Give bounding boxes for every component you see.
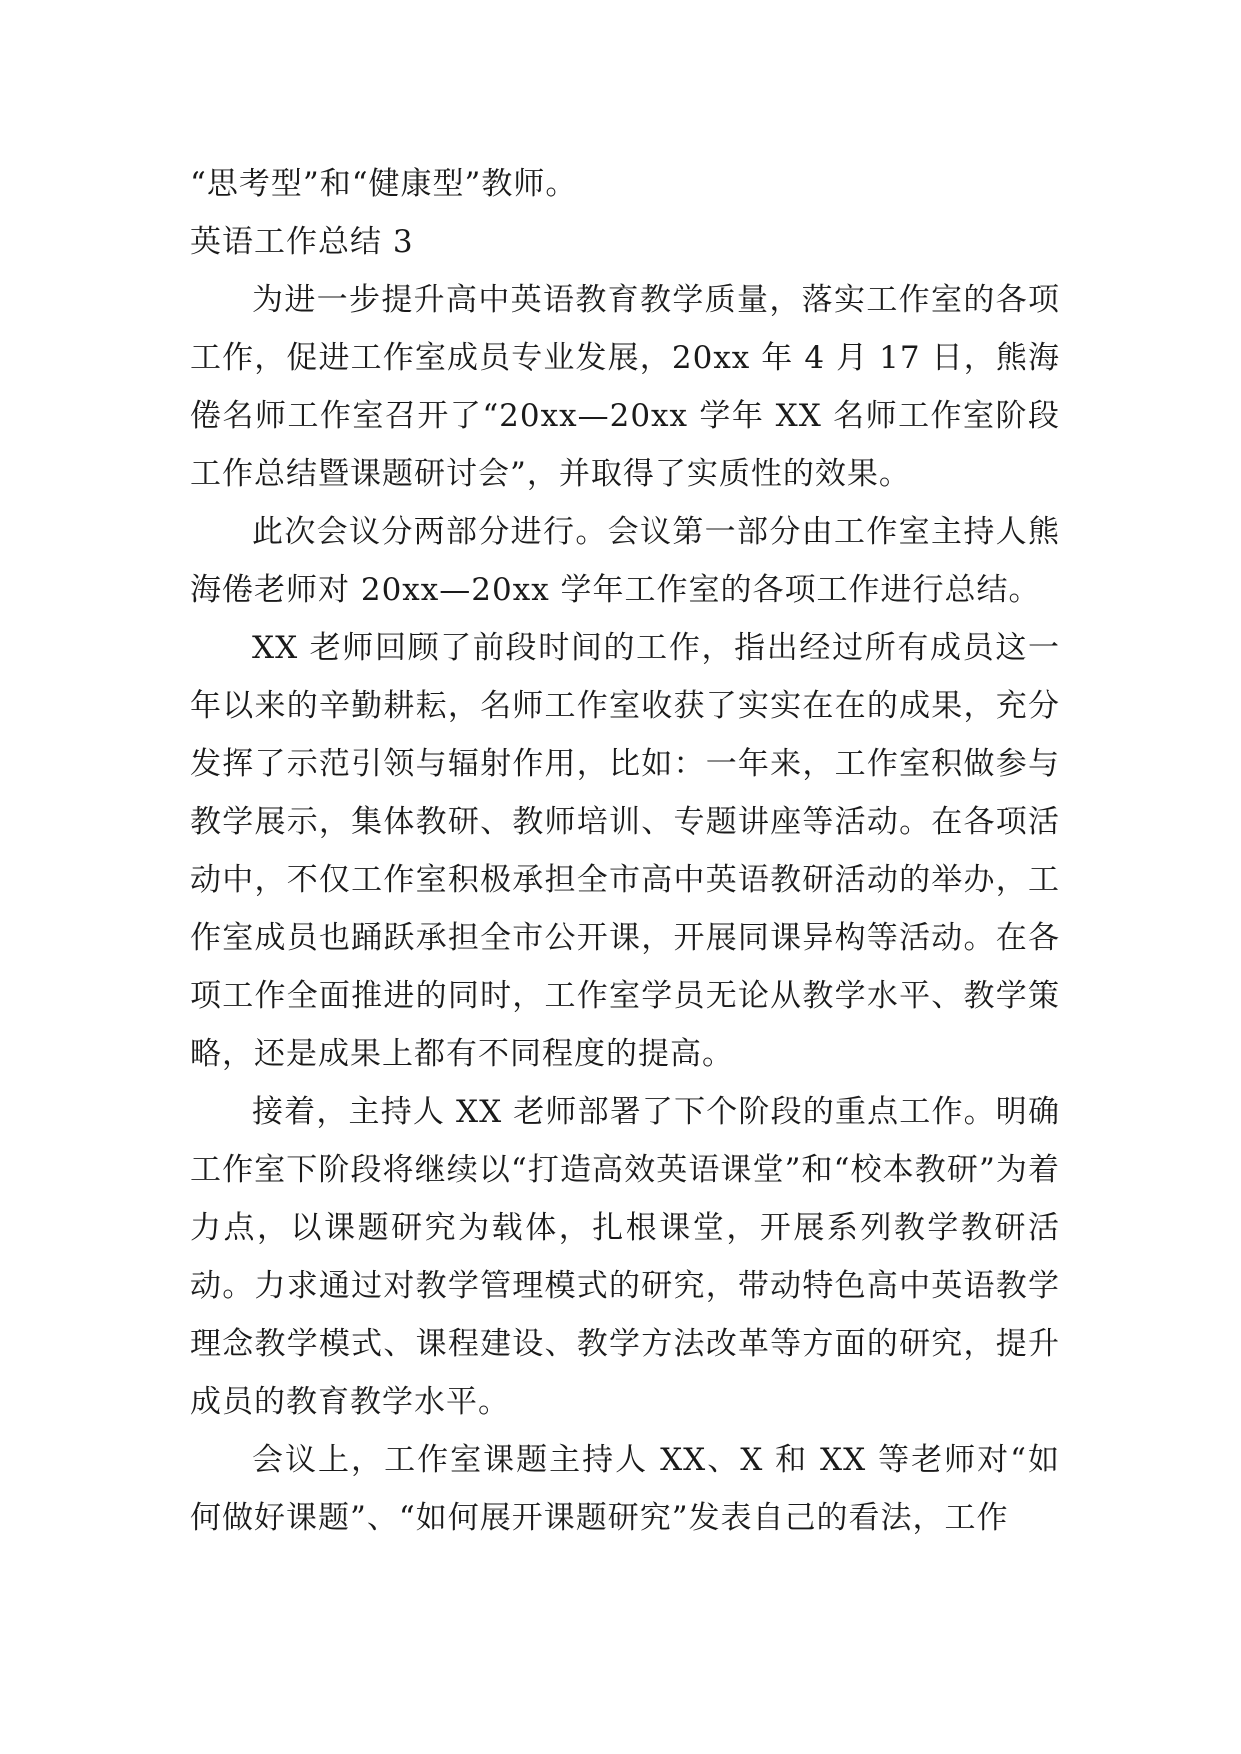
section-heading: 英语工作总结 3 — [190, 224, 414, 260]
paragraph-1: 为进一步提升高中英语教育教学质量，落实工作室的各项工作，促进工作室成员专业发展，20xx 年 4 月 17 日，熊海倦名师工作室召开了“20xx—20xx 学年 XX 名师工作室阶段工作总结暨课题研讨会”，并取得了实质性的效果。 — [190, 282, 1060, 492]
paragraph-3: XX 老师回顾了前段时间的工作，指出经过所有成员这一年以来的辛勤耕耘，名师工作室收获了实实在在的成果，充分发挥了示范引领与辐射作用，比如：一年来，工作室积做参与教学展示，集体教研、教师培训、专题讲座等活动。在各项活动中，不仅工作室积极承担全市高中英语教研活动的举办，工作室成员也踊跃承担全市公开课，开展同课异构等活动。在各项工作全面推进的同时，工作室学员无论从教学水平、教学策略，还是成果上都有不同程度的提高。 — [190, 630, 1060, 1072]
paragraph-4: 接着，主持人 XX 老师部署了下个阶段的重点工作。明确工作室下阶段将继续以“打造高效英语课堂”和“校本教研”为着力点，以课题研究为载体，扎根课堂，开展系列教学教研活动。力求通过对教学管理模式的研究，带动特色高中英语教学理念教学模式、课程建设、教学方法改革等方面的研究，提升成员的教育教学水平。 — [190, 1094, 1060, 1420]
paragraph-2: 此次会议分两部分进行。会议第一部分由工作室主持人熊海倦老师对 20xx—20xx 学年工作室的各项工作进行总结。 — [190, 514, 1060, 608]
lead-line: “思考型”和“健康型”教师。 — [190, 166, 578, 202]
paragraph-5: 会议上，工作室课题主持人 XX、X 和 XX 等老师对“如何做好课题”、“如何展开课题研究”发表自己的看法，工作 — [190, 1442, 1060, 1536]
document-body — [190, 155, 1060, 1547]
